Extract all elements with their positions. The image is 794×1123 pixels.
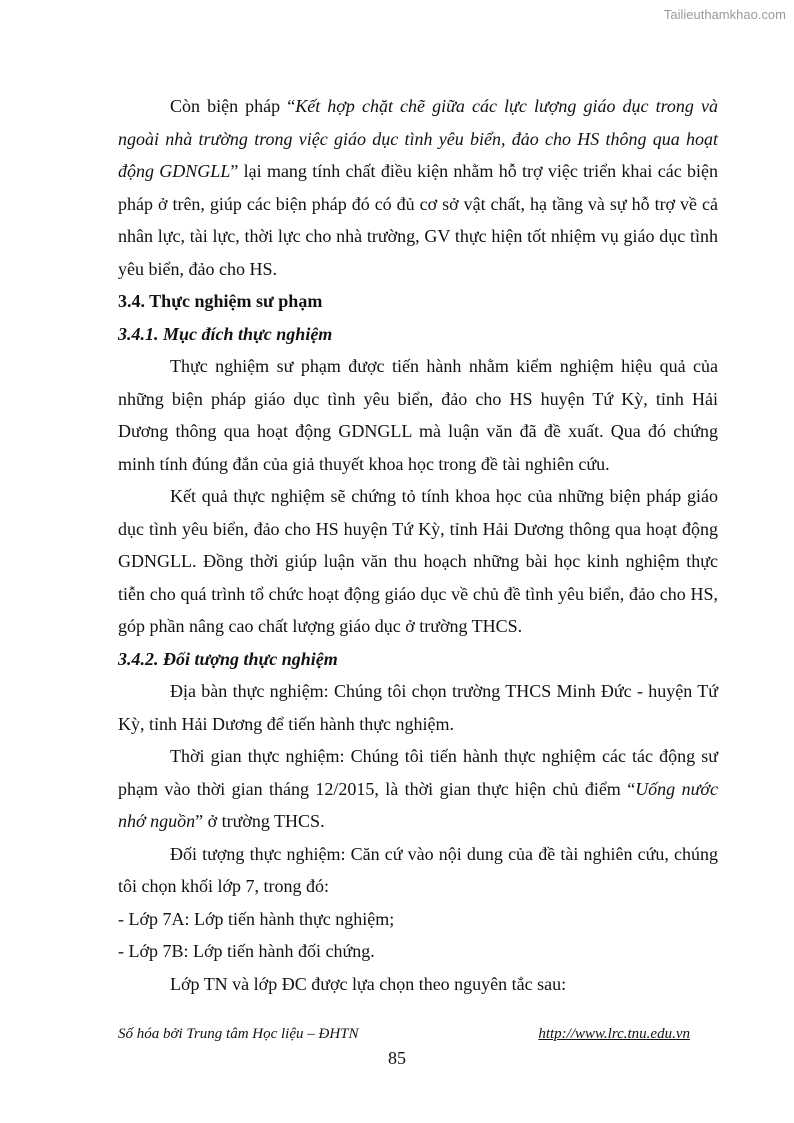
footer-source: Số hóa bởi Trung tâm Học liệu – ĐHTN: [118, 1026, 359, 1042]
paragraph-measure-conditions: [118, 90, 718, 285]
section-heading-3-4-2: 3.4.2. Đối tượng thực nghiệm: [118, 648, 338, 669]
list-item-class-7a: - Lớp 7A: Lớp tiến hành thực nghiệm;: [118, 908, 395, 929]
section-heading-3-4: 3.4. Thực nghiệm sư phạm: [118, 291, 323, 311]
quoted-theme-title: Uống nước nhớ nguồn: [118, 778, 718, 831]
paragraph-text: Thời gian thực nghiệm: Chúng tôi tiến hành thực nghiệm các tác động sư phạm vào thời gian tháng 12/2015, là thời gian thực hiện chủ điểm “: [118, 746, 718, 799]
quoted-measure-title: Kết hợp chặt chẽ giữa các lực lượng giáo dục trong và ngoài nhà trường trong việc giáo dục tình yêu biển, đảo cho HS thông qua hoạt động GDNGLL: [118, 96, 718, 181]
paragraph-experiment-location: Địa bàn thực nghiệm: Chúng tôi chọn trường THCS Minh Đức - huyện Tứ Kỳ, tỉnh Hải Dương để tiến hành thực nghiệm.: [118, 681, 718, 734]
paragraph-text: ” lại mang tính chất điều kiện nhằm hỗ trợ việc triển khai các biện pháp ở trên, giúp các biện pháp đó có đủ cơ sở vật chất, hạ tầng và sự hỗ trợ về cả nhân lực, tài lực, thời lực cho nhà trường, GV thực hiện tốt nhiệm vụ giáo dục tình yêu biển, đảo cho HS.: [118, 161, 718, 279]
paragraph-text: Còn biện pháp “: [170, 96, 296, 116]
watermark: Tailieuthamkhao.com: [663, 7, 786, 22]
paragraph-experiment-purpose: Thực nghiệm sư phạm được tiến hành nhằm kiểm nghiệm hiệu quả của những biện pháp giáo dục tình yêu biển, đảo cho HS huyện Tứ Kỳ, tỉnh Hải Dương thông qua hoạt động GDNGLL mà luận văn đã đề xuất. Qua đó chứng minh tính đúng đắn của giả thuyết khoa học trong đề tài nghiên cứu.: [118, 356, 718, 474]
paragraph-experiment-subjects: Đối tượng thực nghiệm: Căn cứ vào nội dung của đề tài nghiên cứu, chúng tôi chọn khối lớp 7, trong đó:: [118, 843, 718, 896]
section-heading-3-4-1: 3.4.1. Mục đích thực nghiệm: [118, 323, 333, 344]
paragraph-text: ” ở trường THCS.: [195, 811, 325, 831]
paragraph-experiment-results: Kết quả thực nghiệm sẽ chứng tỏ tính khoa học của những biện pháp giáo dục tình yêu biển, đảo cho HS huyện Tứ Kỳ, tỉnh Hải Dương thông qua hoạt động GDNGLL. Đồng thời giúp luận văn thu hoạch những bài học kinh nghiệm thực tiễn cho quá trình tổ chức hoạt động giáo dục về chủ đề tình yêu biển, đảo cho HS, góp phần nâng cao chất lượng giáo dục ở trường THCS.: [118, 486, 718, 636]
document-body: [118, 90, 718, 1000]
list-item-class-7b: - Lớp 7B: Lớp tiến hành đối chứng.: [118, 941, 375, 961]
paragraph-selection-principles: Lớp TN và lớp ĐC được lựa chọn theo nguyên tắc sau:: [170, 973, 567, 994]
footer-link[interactable]: http://www.lrc.tnu.edu.vn: [538, 1026, 690, 1042]
page-number: 85: [388, 1048, 406, 1068]
paragraph-experiment-time: [118, 740, 718, 838]
